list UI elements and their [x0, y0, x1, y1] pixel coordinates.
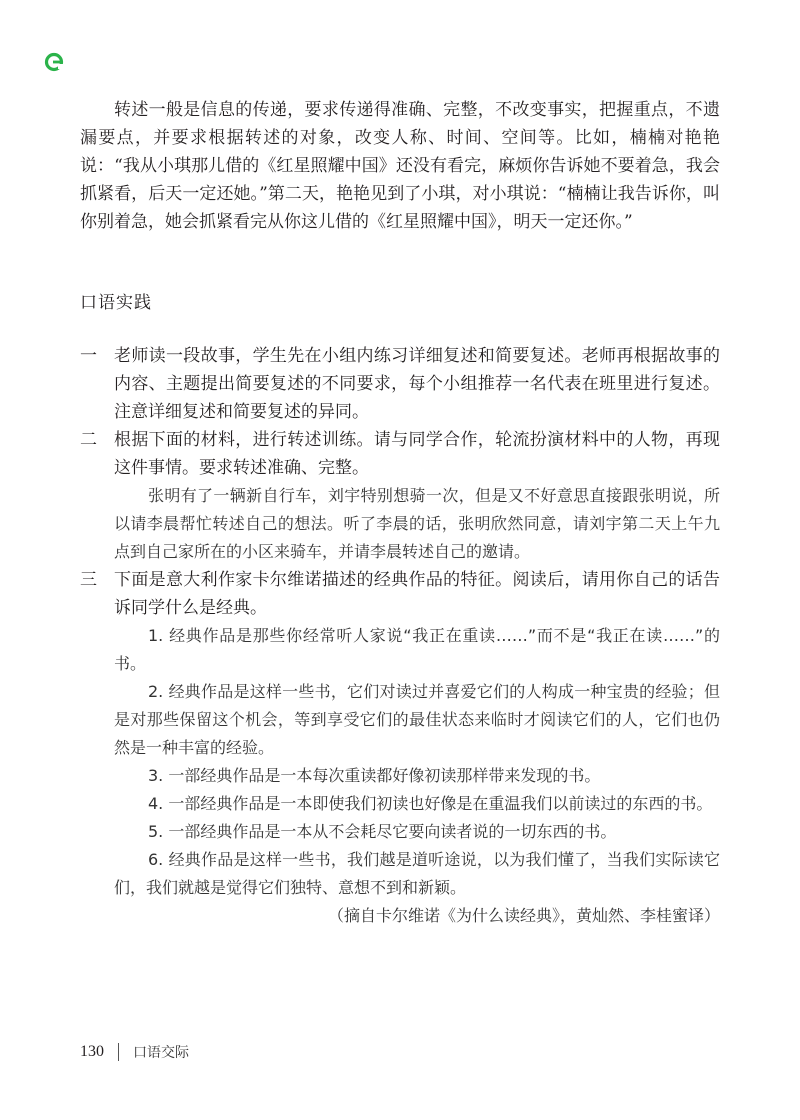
publisher-logo-icon	[44, 52, 64, 72]
section-title: 口语实践	[80, 293, 152, 313]
item-number: 二	[80, 430, 97, 450]
quote-item: 2. 经典作品是这样一些书，它们对读过并喜爱它们的人构成一种宝贵的经验；但是对那些保留这个机会，等到享受它们的最佳状态来临时才阅读它们的人，它们也仍然是一种丰富的经验。	[114, 682, 720, 757]
practice-item-2	[80, 426, 720, 482]
quote-item: 6. 经典作品是这样一些书，我们越是道听途说，以为我们懂了，当我们实际读它们，我们就越是觉得它们独特、意想不到和新颖。	[114, 850, 720, 897]
item-text: 下面是意大利作家卡尔维诺描述的经典作品的特征。阅读后，请用你自己的话告诉同学什么是经典。	[114, 570, 720, 618]
practice-item-1	[80, 342, 720, 426]
material-passage: 张明有了一辆新自行车，刘宇特别想骑一次，但是又不好意思直接跟张明说，所以请李晨帮忙转述自己的想法。听了李晨的话，张明欣然同意，请刘宇第二天上午九点到自己家所在的小区来骑车，并请李晨转述自己的邀请。	[114, 486, 720, 561]
quote-source: （摘自卡尔维诺《为什么读经典》，黄灿然、李桂蜜译）	[327, 906, 720, 925]
footer-divider	[118, 1043, 119, 1061]
item-number: 三	[80, 570, 97, 590]
quote-item: 1. 经典作品是那些你经常听人家说“我正在重读……”而不是“我正在读……”的书。	[114, 626, 720, 673]
page-footer	[80, 1042, 189, 1062]
footer-label: 口语交际	[133, 1045, 189, 1061]
practice-item-3	[80, 566, 720, 622]
page-number: 130	[80, 1043, 104, 1060]
item-text: 根据下面的材料，进行转述训练。请与同学合作，轮流扮演材料中的人物，再现这件事情。要求转述准确、完整。	[114, 430, 720, 478]
quote-item: 5. 一部经典作品是一本从不会耗尽它要向读者说的一切东西的书。	[148, 822, 617, 841]
intro-paragraph: 转述一般是信息的传递，要求传递得准确、完整，不改变事实，把握重点，不遗漏要点，并要求根据转述的对象，改变人称、时间、空间等。比如，楠楠对艳艳说：“我从小琪那儿借的《红星照耀中国》还没有看完，麻烦你告诉她不要着急，我会抓紧看，后天一定还她。”第二天，艳艳见到了小琪，对小琪说：“楠楠让我告诉你，叫你别着急，她会抓紧看完从你这儿借的《红星照耀中国》，明天一定还你。”	[80, 100, 720, 232]
quote-item: 4. 一部经典作品是一本即使我们初读也好像是在重温我们以前读过的东西的书。	[148, 794, 713, 813]
quote-item: 3. 一部经典作品是一本每次重读都好像初读那样带来发现的书。	[148, 766, 601, 785]
classics-quote-list	[114, 622, 720, 930]
item-number: 一	[80, 346, 97, 366]
item-text: 老师读一段故事，学生先在小组内练习详细复述和简要复述。老师再根据故事的内容、主题提出简要复述的不同要求，每个小组推荐一名代表在班里进行复述。注意详细复述和简要复述的异同。	[114, 346, 720, 422]
